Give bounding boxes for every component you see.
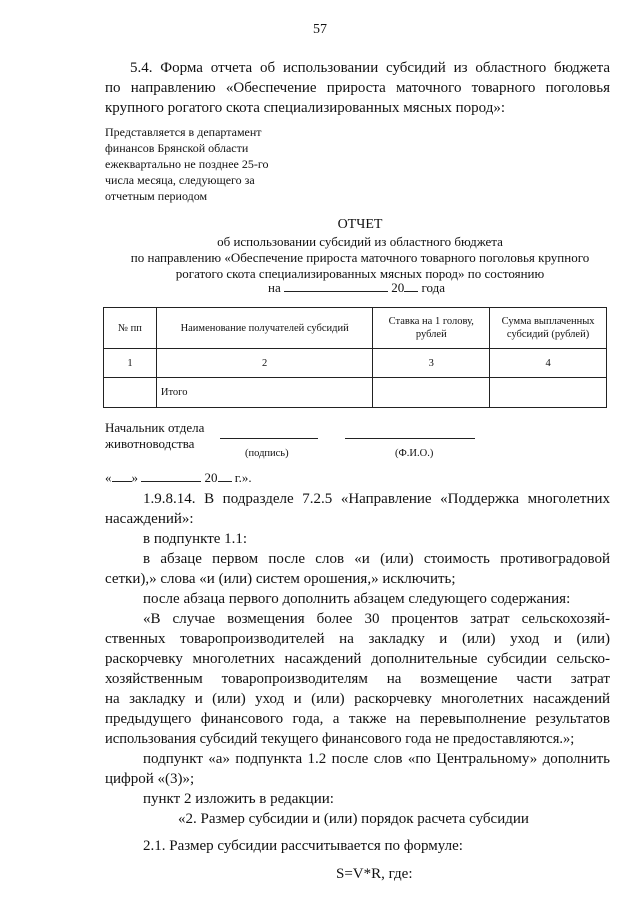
amendment-p5-line-3: раскорчевку многолетних насаждений дополнительные субсидии сельско- (105, 651, 610, 667)
amendment-p5-line-4: хозяйственным товаропроизводителям на возмещение части затрат (105, 671, 610, 687)
name-label: (Ф.И.О.) (395, 448, 434, 459)
table-cell (104, 378, 157, 408)
amendment-p7: пункт 2 изложить в редакции: (143, 791, 334, 807)
signature-month-blank (141, 470, 201, 482)
amendment-p2: в подпункте 1.1: (143, 531, 248, 547)
amendment-p6-line-2: цифрой «(3)»; (105, 771, 195, 787)
amendment-p1-line-2: насаждений»: (105, 511, 194, 527)
signature-date-close: » (131, 470, 138, 485)
report-title-line-2: по направлению «Обеспечение прироста маточного товарного поголовья крупного (130, 250, 590, 265)
signature-position-line-1: Начальник отдела (105, 420, 205, 435)
signature-label: (подпись) (245, 448, 289, 459)
report-title-line-1: об использовании субсидий из областного бюджета (217, 234, 503, 249)
amendment-p6-line-1: подпункт «а» подпункта 1.2 после слов «по Центральному» дополнить (143, 751, 610, 767)
page-number: 57 (313, 22, 327, 37)
name-line (345, 438, 475, 439)
report-date (268, 280, 445, 296)
report-date-prefix: на (268, 280, 281, 295)
table-cell: 2 (156, 349, 373, 378)
header-cell-rate: Ставка на 1 голову, рублей (373, 308, 490, 349)
header-cell-recipients: Наименование получателей субсидий (156, 308, 373, 349)
header-cell-sum: Сумма выплаченных субсидий (рублей) (490, 308, 607, 349)
signature-date-open: « (105, 470, 112, 485)
table-total-row (104, 378, 607, 408)
table-row (104, 349, 607, 378)
amendment-p8: «2. Размер субсидии и (или) порядок расчета субсидии (178, 811, 529, 827)
note-line-2: финансов Брянской области (105, 141, 249, 155)
section-heading-line-1: 5.4. Форма отчета об использовании субсидий из областного бюджета (130, 60, 610, 76)
note-line-5: отчетным периодом (105, 189, 208, 203)
total-label: Итого (156, 378, 373, 408)
amendment-p3-line-2: сетки),» слова «и (или) систем орошения,» исключить; (105, 571, 456, 587)
section-heading-line-2: по направлению «Обеспечение прироста маточного товарного поголовья (105, 80, 610, 96)
note-line-3: ежеквартально не позднее 25-го (105, 157, 269, 171)
signature-date-suffix: г.». (234, 470, 252, 485)
table-cell (373, 378, 490, 408)
report-date-year: 20 (391, 280, 405, 295)
note-line-1: Представляется в департамент (105, 125, 262, 139)
report-date-blank (284, 280, 388, 292)
signature-position-line-2: животноводства (105, 436, 195, 451)
amendment-p5-line-2: ственных товаропроизводителей на закладку и (или) уход и (или) (105, 631, 610, 647)
report-title-line-3: рогатого скота специализированных мясных пород» по состоянию (175, 266, 545, 281)
report-year-blank (404, 280, 418, 292)
table-cell: 1 (104, 349, 157, 378)
signature-date-year: 20 (204, 470, 218, 485)
signature-line (220, 438, 318, 439)
signature-year-blank (218, 470, 232, 482)
formula: S=V*R, где: (336, 866, 413, 882)
table-cell: 3 (373, 349, 490, 378)
amendment-p4: после абзаца первого дополнить абзацем следующего содержания: (143, 591, 571, 607)
amendment-p5-line-7: использования субсидий текущего финансового года не предоставляются.»; (105, 731, 575, 747)
signature-date (105, 470, 252, 486)
section-heading-line-3: крупного рогатого скота специализированных мясных пород»: (105, 100, 505, 116)
signature-day-blank (112, 470, 132, 482)
amendment-p9: 2.1. Размер субсидии рассчитывается по формуле: (143, 838, 463, 854)
report-table (103, 307, 607, 408)
amendment-p5-line-1: «В случае возмещения более 30 процентов затрат сельскохозяй- (143, 611, 610, 627)
header-cell-number: № пп (104, 308, 157, 349)
amendment-p5-line-6: предыдущего финансового года, а также на перевыполнение результатов (105, 711, 610, 727)
note-line-4: числа месяца, следующего за (105, 173, 255, 187)
amendment-p1-line-1: 1.9.8.14. В подразделе 7.2.5 «Направление «Поддержка многолетних (143, 491, 610, 507)
amendment-p3-line-1: в абзаце первом после слов «и (или) стоимость противоградовой (143, 551, 610, 567)
table-cell: 4 (490, 349, 607, 378)
report-heading: ОТЧЕТ (337, 217, 383, 232)
report-date-suffix: года (421, 280, 446, 295)
table-cell (490, 378, 607, 408)
amendment-p5-line-5: на закладку и (или) уход и (или) раскорчевку многолетних насаждений (105, 691, 610, 707)
table-header-row (104, 308, 607, 349)
